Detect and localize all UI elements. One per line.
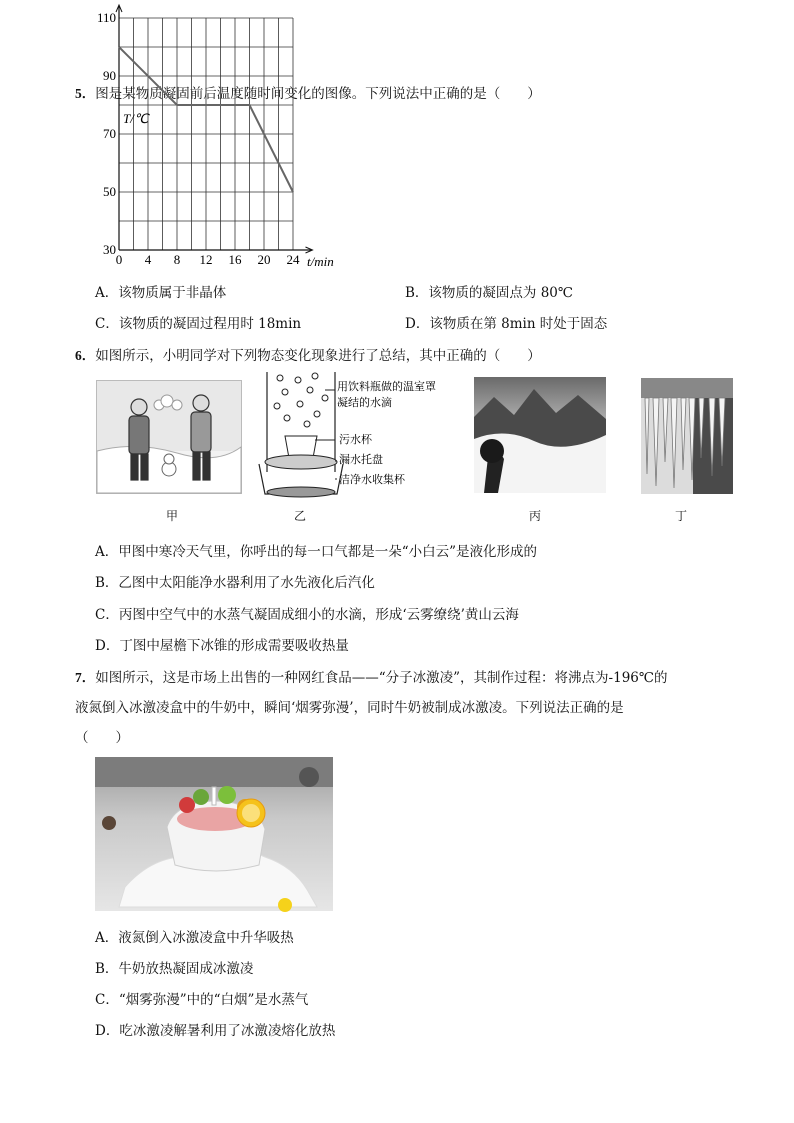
q6-stem-line [75, 344, 541, 364]
q7-number: 7． [75, 670, 96, 685]
q6-option-d: D．丁图中屋檐下冰锥的形成需要吸收热量 [95, 638, 349, 654]
q5-option-a: A．该物质属于非晶体 [95, 285, 227, 301]
q7-stem-2: 液氮倒入冰激凌盒中的牛奶中，瞬间‘烟雾弥漫’，同时牛奶被制成冰激凌。下列说法正确的是 [75, 700, 624, 716]
y-tick-label: 30 [103, 242, 116, 257]
q5-option-c: C．该物质的凝固过程用时 18min [95, 316, 302, 332]
figure-yi-solar-purifier-diagram [255, 368, 470, 500]
q6-option-b: B．乙图中太阳能净水器利用了水先液化后汽化 [95, 575, 375, 591]
q7-stem-line-1 [75, 666, 667, 686]
caption-bing: 丙 [528, 509, 541, 523]
q5-stem: 图是某物质凝固前后温度随时间变化的图像。下列说法中正确的是（ ） [95, 86, 541, 102]
figure-ding-icicles [641, 378, 733, 494]
label-condensed-drops: 凝结的水滴 [337, 396, 392, 409]
q5-number: 5． [75, 86, 96, 101]
q6-number: 6． [75, 348, 96, 363]
q6-stem: 如图所示，小明同学对下列物态变化现象进行了总结，其中正确的（ ） [95, 348, 541, 364]
caption-yi: 乙 [293, 509, 306, 523]
x-tick-label: 12 [199, 252, 213, 267]
q7-stem-1: 如图所示，这是市场上出售的一种网红食品——“分子冰激凌”，其制作过程：将沸点为-196℃的 [95, 670, 668, 686]
chart-axes [116, 5, 313, 253]
chart-tick-labels [97, 10, 300, 267]
q7-stem-3: （ ） [75, 730, 129, 746]
q5-option-d: D．该物质在第 8min 时处于固态 [405, 316, 608, 332]
y-axis-label: T/℃ [123, 111, 149, 126]
label-dirty-cup: 污水杯 [339, 433, 372, 446]
figure-molecular-ice-cream [95, 757, 333, 911]
figure-jia-winter-breath [96, 380, 242, 494]
x-tick-label: 0 [115, 252, 123, 267]
label-leak-tray: 漏水托盘 [339, 453, 383, 466]
q7-option-b: B．牛奶放热凝固成冰激凌 [95, 961, 254, 977]
y-tick-label: 70 [103, 126, 116, 141]
q6-option-a: A．甲图中寒冷天气里，你呼出的每一口气都是一朵“小白云”是液化形成的 [95, 544, 538, 560]
x-tick-label: 24 [286, 252, 300, 267]
x-axis-label: t/min [307, 254, 334, 269]
q7-option-d: D．吃冰激凌解暑利用了冰激凌熔化放热 [95, 1023, 336, 1039]
caption-ding: 丁 [674, 509, 687, 523]
q5-stem-line [75, 82, 541, 102]
q6-option-c: C．丙图中空气中的水蒸气凝固成细小的水滴，形成‘云雾缭绕’黄山云海 [95, 607, 519, 623]
x-tick-label: 8 [173, 252, 181, 267]
q7-option-a: A．液氮倒入冰激凌盒中升华吸热 [95, 930, 294, 946]
y-tick-label: 110 [96, 10, 116, 25]
y-tick-label: 90 [103, 68, 116, 83]
y-tick-label: 50 [103, 184, 116, 199]
label-greenhouse-cover: 用饮料瓶做的温室罩 [337, 380, 436, 393]
q7-option-c: C．“烟雾弥漫”中的“白烟”是水蒸气 [95, 992, 309, 1008]
x-tick-label: 20 [257, 252, 271, 267]
figure-bing-huangshan-clouds [474, 377, 606, 493]
x-tick-label: 4 [144, 252, 152, 267]
chart-grid [119, 18, 293, 250]
label-clean-collector: 洁净水收集杯 [339, 473, 405, 486]
x-tick-label: 16 [228, 252, 242, 267]
caption-jia: 甲 [165, 509, 178, 523]
q5-option-b: B．该物质的凝固点为 80℃ [405, 285, 573, 301]
